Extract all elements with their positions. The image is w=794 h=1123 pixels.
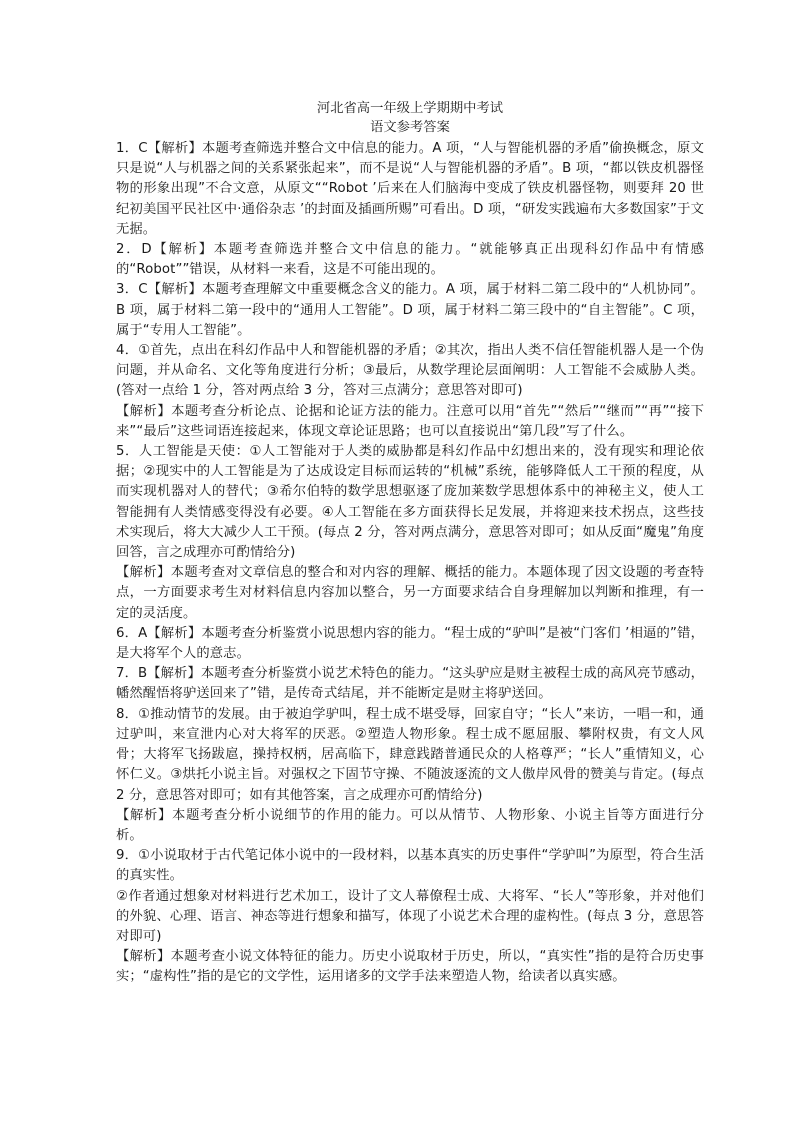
exam-title: 河北省高一年级上学期期中考试 — [316, 101, 504, 116]
answer-body — [116, 139, 704, 988]
analysis-q4: 【解析】本题考查分析论点、论据和论证方法的能力。注意可以用“首先”“然后”“继而”“再”“接下来”“最后”这些词语连接起来，体现文章论证思路；也可以直接说出“第几段”写了什么。 — [116, 403, 704, 439]
answer-q6: 6．A【解析】本题考查分析鉴赏小说思想内容的能力。“程士成的“驴叫”是被“门客们 ’相逼的”错，是大将军个人的意志。 — [116, 625, 704, 662]
answer-q8: 8．①推动情节的发展。由于被迫学驴叫，程士成不堪受辱，回家自守；“长人”来访，一唱一和，通过驴叫，来宣泄内心对大将军的厌恶。②塑造人物形象。程士成不愿屈服、攀附权贵，有文人风骨；大将军飞扬跋扈，操持权柄，居高临下，肆意践踏普通民众的人格尊严；“长人”重情知义，心怀仁义。③烘托小说主旨。对强权之下固节守操、不随波逐流的文人傲岸风骨的赞美与肯定。(每点 2 分，意思答对即可；如有其他答案，言之成理亦可酌情给分) — [116, 706, 704, 803]
answer-q1: 1．C【解析】本题考查筛选并整合文中信息的能力。A 项，“人与智能机器的矛盾”偷换概念，原文只是说“人与机器之间的关系紧张起来”，而不是说“人与智能机器的矛盾”。B 项，“都以铁皮机器怪物的形象出现”不合文意，从原文““Robot ’后来在人们脑海中变成了铁皮机器怪物，则要拜 20 世纪初美国平民社区中·通俗杂志 ’的封面及插画所赐”可看出。D 项，“研发实践遍布大多数国家”于文无据。 — [116, 141, 704, 237]
answer-q4: 4．①首先，点出在科幻作品中人和智能机器的矛盾；②其次，指出人类不信任智能机器人是一个伪问题，并从命名、文化等角度进行分析；③最后，从数学理论层面阐明：人工智能不会威胁人类。(答对一点给 1 分，答对两点给 3 分，答对三点满分；意思答对即可) — [116, 343, 704, 399]
answer-q2: 2．D【解析】本题考查筛选并整合文中信息的能力。“就能够真正出现科幻作品中有情感的“Robot””错误，从材料一来看，这是不可能出现的。 — [116, 242, 704, 278]
analysis-q9: 【解析】本题考查小说文体特征的能力。历史小说取材于历史，所以，“真实性”指的是符合历史事实；“虚构性”指的是它的文学性，运用诸多的文学手法来塑造人物，给读者以真实感。 — [116, 949, 704, 985]
analysis-q5: 【解析】本题考查对文章信息的整合和对内容的理解、概括的能力。本题体现了因文设题的考查特点，一方面要求考生对材料信息内容加以整合，另一方面要求结合自身理解加以判断和推理，有一定的灵活度。 — [116, 565, 704, 621]
answer-q9-point2: ②作者通过想象对材料进行艺术加工，设计了文人幕僚程士成、大将军、“长人”等形象，并对他们的外貌、心理、语言、神态等进行想象和描写，体现了小说艺术合理的虚构性。(每点 3 分，意思答对即可) — [116, 888, 704, 944]
exam-subtitle: 语文参考答案 — [370, 120, 450, 135]
answer-q5: 5．人工智能是天使：①人工智能对于人类的威胁都是科幻作品中幻想出来的，没有现实和理论依据；②现实中的人工智能是为了达成设定目标而运转的“机械”系统，能够降低人工干预的程度，从而实现机器对人的替代；③希尔伯特的数学思想驱逐了庞加莱数学思想体系中的神秘主义，使人工智能拥有人类情感变得没有必要。④人工智能在多方面获得长足发展，并将迎来技术拐点，这些技术实现后，将大大减少人工干预。(每点 2 分，答对两点满分，意思答对即可；如从反面“魔鬼”角度回答，言之成理亦可酌情给分) — [116, 444, 704, 561]
answer-q3: 3．C【解析】本题考查理解文中重要概念含义的能力。A 项，属于材料二第二段中的“人机协同”。B 项，属于材料二第一段中的“通用人工智能”。D 项，属于材料二第三段中的“自主智能”。C 项，属于“专用人工智能”。 — [116, 282, 704, 338]
answer-q9-point1: 9．①小说取材于古代笔记体小说中的一段材料，以基本真实的历史事件“学驴叫”为原型，符合生活的真实性。 — [116, 848, 704, 884]
analysis-q8: 【解析】本题考查分析小说细节的作用的能力。可以从情节、人物形象、小说主旨等方面进行分析。 — [116, 807, 704, 843]
answer-q7: 7．B【解析】本题考查分析鉴赏小说艺术特色的能力。“这头驴应是财主被程士成的高风亮节感动，幡然醒悟将驴送回来了”错，是传奇式结尾，并不能断定是财主将驴送回。 — [116, 666, 704, 702]
